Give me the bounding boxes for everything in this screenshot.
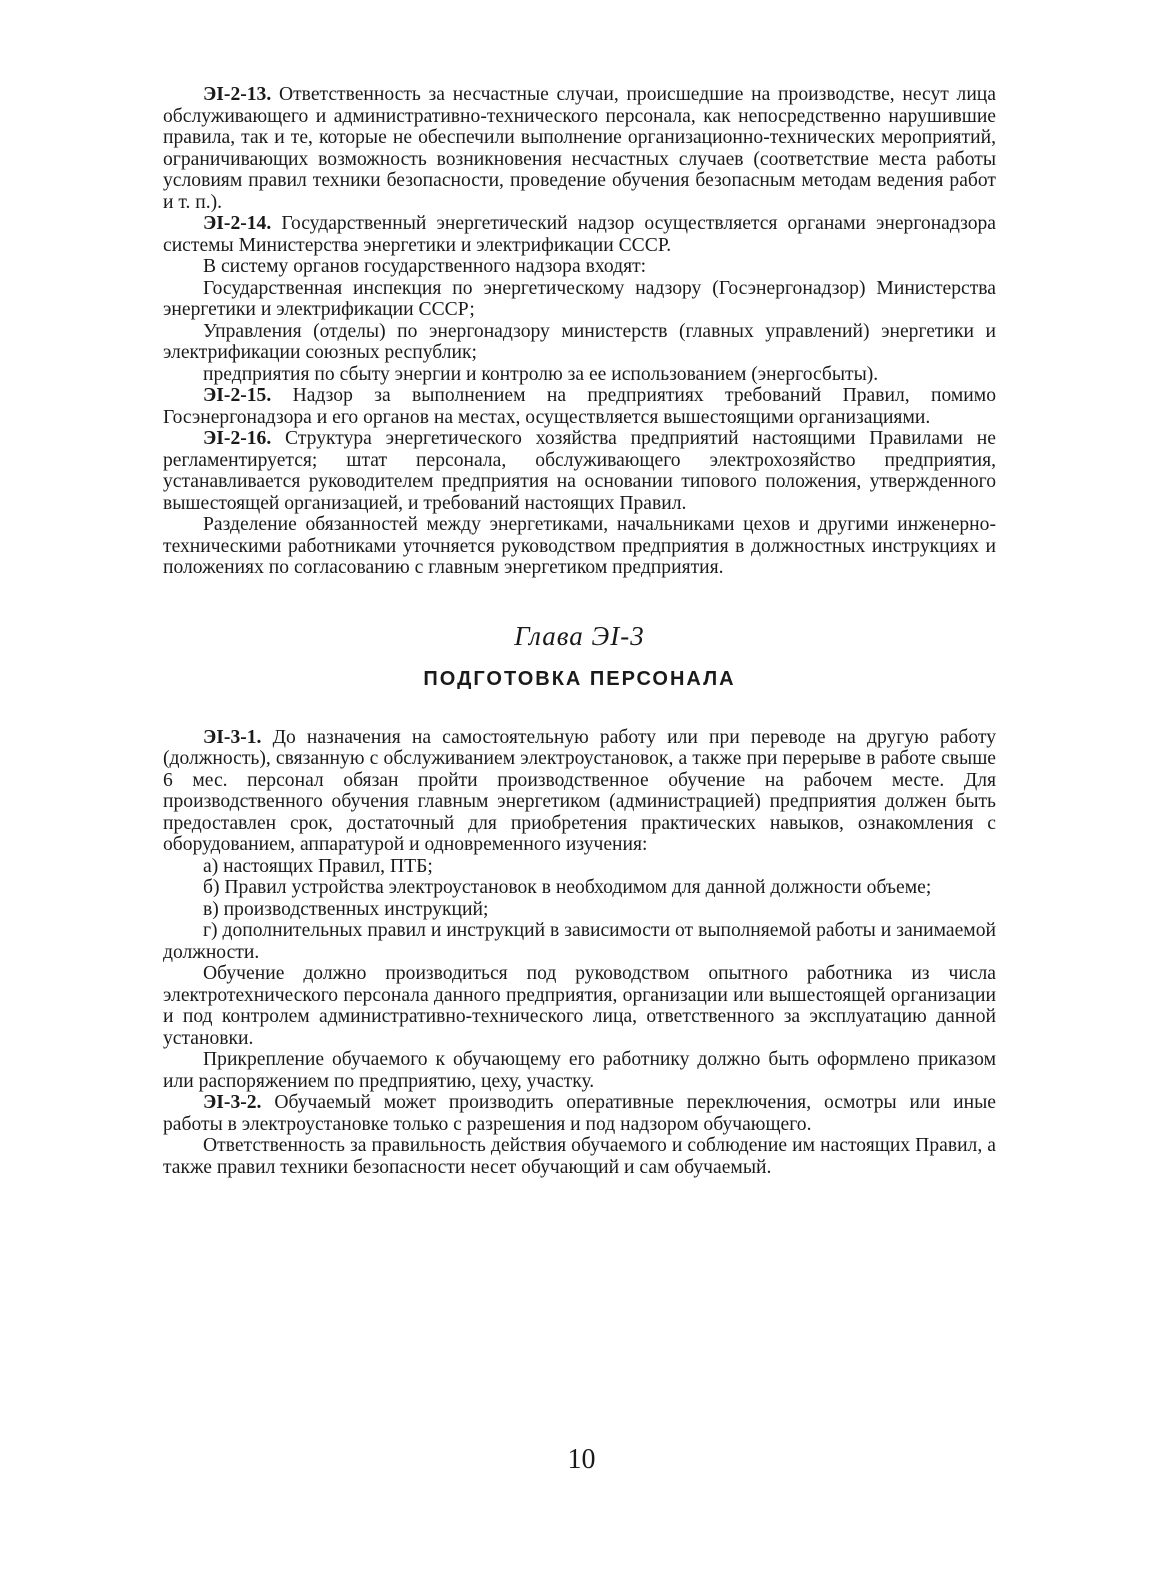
- clause-number: ЭI-3-1.: [203, 726, 262, 748]
- paragraph-text: Ответственность за правильность действия обучаемого и соблюдение им настоящих Правил, а также правил техники безопасности несет обучающий и сам обучаемый.: [163, 1135, 996, 1178]
- paragraph-text: В систему органов государственного надзора входят:: [203, 256, 647, 277]
- list-item: [163, 278, 996, 321]
- paragraph-text: г) дополнительных правил и инструкций в зависимости от выполняемой работы и занимаемой должности.: [163, 920, 996, 963]
- page-number: 10: [567, 1444, 596, 1475]
- paragraph: [163, 727, 996, 856]
- clause-number: ЭI-2-16.: [203, 428, 272, 449]
- list-item: [163, 321, 996, 364]
- clause-number: ЭI-2-15.: [203, 385, 272, 406]
- paragraph: [163, 84, 996, 213]
- list-item: [163, 856, 996, 878]
- paragraph-text: Разделение обязанностей между энергетиками, начальниками цехов и другими инженерно-техническими работниками уточняется руководством предприятия в должностных инструкциях и положениях по согласованию с главным энергетиком предприятия.: [163, 514, 996, 578]
- paragraph: [163, 213, 996, 256]
- paragraph-text: Ответственность за несчастные случаи, происшедшие на производстве, несут лица обслуживающего и административно-технического персонала, как непосредственно нарушившие правила, так и те, которые не обеспечили выполнение организационно-технических мероприятий, ограничивающих возможность возникновения несчастных случаев (соответствие места работы условиям правил техники безопасности, проведение обучения безопасным методам ведения работ и т. п.).: [163, 84, 996, 213]
- section-2-text: [163, 727, 996, 1179]
- paragraph: [163, 1135, 996, 1178]
- list-item: [163, 364, 996, 386]
- section-1-text: [163, 84, 996, 579]
- paragraph-text: Обучаемый может производить оперативные переключения, осмотры или иные работы в электроустановке только с разрешения и под надзором обучающего.: [163, 1092, 996, 1135]
- paragraph-text: Надзор за выполнением на предприятиях требований Правил, помимо Госэнергонадзора и его органов на местах, осуществляется вышестоящими организациями.: [163, 385, 996, 428]
- paragraph: [163, 963, 996, 1049]
- chapter-title: Глава ЭI-3: [514, 620, 645, 651]
- paragraph-text: предприятия по сбыту энергии и контролю за ее использованием (энергосбыты).: [203, 363, 879, 385]
- paragraph: [163, 1049, 996, 1092]
- paragraph-text: Структура энергетического хозяйства предприятий настоящими Правилами не регламентируется; штат персонала, обслуживающего электрохозяйство предприятия, устанавливается руководителем предприятия на основании типового положения, утвержденного вышестоящей организацией, и требований настоящих Правил.: [163, 428, 996, 514]
- paragraph-text: а) настоящих Правил, ПТБ;: [203, 855, 433, 877]
- paragraph-text: Обучение должно производиться под руководством опытного работника из числа электротехнического персонала данного предприятия, организации или вышестоящей организации и под контролем административно-технического лица, ответственного за эксплуатацию данной установки.: [163, 963, 996, 1049]
- list-item: [163, 877, 996, 899]
- paragraph: [163, 428, 996, 514]
- clause-number: ЭI-2-13.: [203, 84, 272, 105]
- paragraph: [163, 385, 996, 428]
- paragraph-text: До назначения на самостоятельную работу или при переводе на другую работу (должность), связанную с обслуживанием электроустановок, а также при перерыве в работе свыше 6 мес. персонал обязан пройти производственное обучение на рабочем месте. Для производственного обучения главным энергетиком (администрацией) предприятия должен быть предоставлен срок, достаточный для приобретения практических навыков, ознакомления с оборудованием, аппаратурой и одновременного изучения:: [163, 726, 996, 855]
- paragraph: [163, 256, 996, 278]
- section-heading: ПОДГОТОВКА ПЕРСОНАЛА: [423, 667, 736, 690]
- paragraph: [163, 514, 996, 579]
- clause-number: ЭI-3-2.: [203, 1092, 262, 1113]
- paragraph-text: Государственный энергетический надзор осуществляется органами энергонадзора системы Министерства энергетики и электрификации СССР.: [163, 213, 996, 256]
- paragraph-text: в) производственных инструкций;: [203, 898, 489, 920]
- list-item: [163, 920, 996, 963]
- paragraph-text: Государственная инспекция по энергетическому надзору (Госэнергонадзор) Министерства энергетики и электрификации СССР;: [163, 277, 996, 320]
- paragraph: [163, 1092, 996, 1135]
- list-item: [163, 899, 996, 921]
- paragraph-text: Прикрепление обучаемого к обучающему его работнику должно быть оформлено приказом или распоряжением по предприятию, цеху, участку.: [163, 1049, 996, 1092]
- clause-number: ЭI-2-14.: [203, 213, 272, 234]
- paragraph-text: б) Правил устройства электроустановок в необходимом для данной должности объеме;: [203, 877, 932, 898]
- paragraph-text: Управления (отделы) по энергонадзору министерств (главных управлений) энергетики и электрификации союзных республик;: [163, 320, 996, 363]
